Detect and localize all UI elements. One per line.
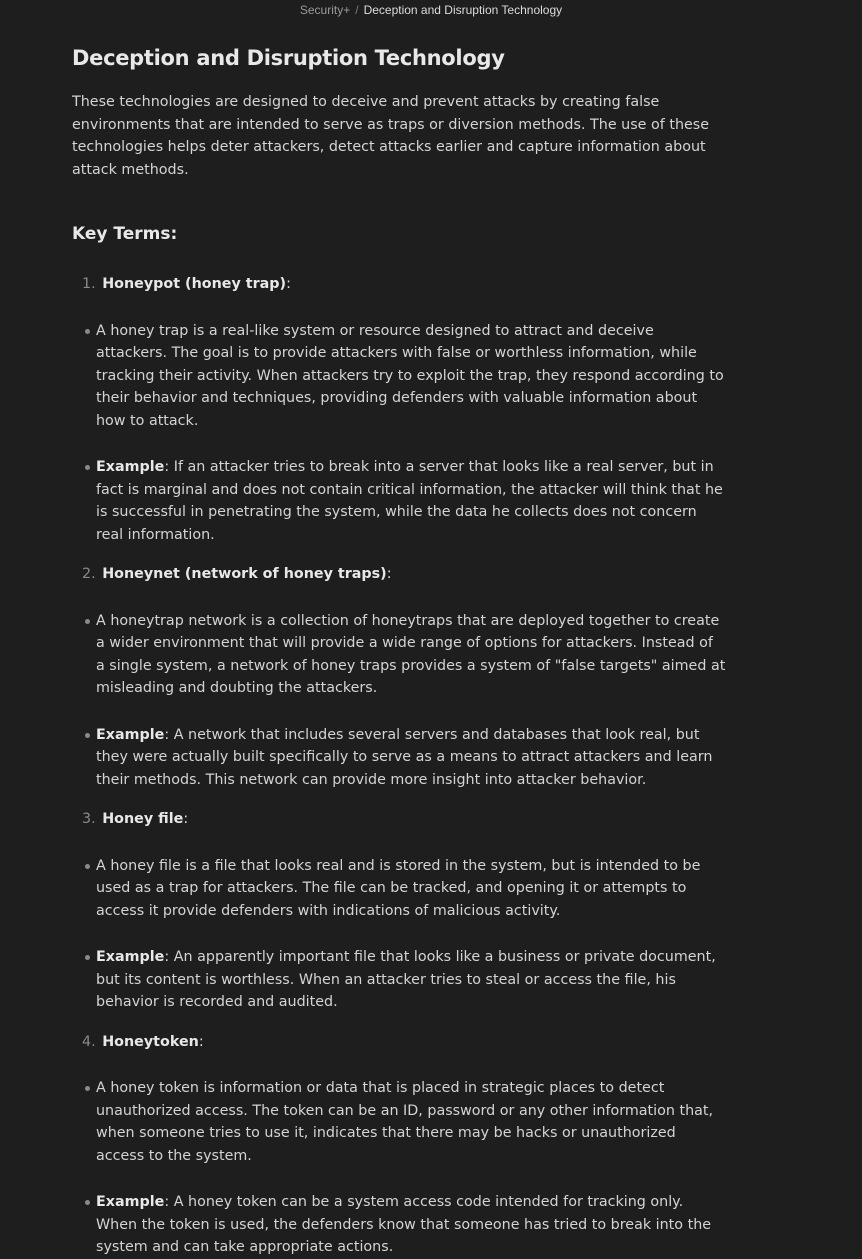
term-description-text: A honey token is information or data that is placed in strategic places to detect unauthorized access. The token can be an ID, password or any other information that, when someone tries to use it, indicates that there may be hacks or unauthorized access to the system. bbox=[96, 1080, 714, 1164]
breadcrumb-current: Deception and Disruption Technology bbox=[363, 3, 563, 17]
bullet-icon bbox=[85, 864, 90, 869]
term-item bbox=[82, 808, 732, 1014]
breadcrumb-parent-link[interactable]: Security+ bbox=[299, 3, 351, 17]
key-terms-heading: Key Terms: bbox=[72, 224, 178, 244]
term-suffix: : bbox=[386, 566, 392, 582]
bullet-icon bbox=[85, 955, 90, 960]
example-label: Example bbox=[96, 949, 165, 965]
term-item bbox=[82, 563, 732, 791]
term-description-text: A honeytrap network is a collection of honeytraps that are deployed together to create a wider environment that will provide a wide range of options for attackers. Instead of a single system, a network of honey traps provides a system of "false targets" aimed at misleading and doubting the attackers. bbox=[96, 612, 726, 696]
term-description bbox=[82, 1077, 726, 1167]
breadcrumb-separator: / bbox=[355, 3, 359, 17]
term-heading bbox=[82, 1031, 732, 1054]
term-item bbox=[82, 273, 732, 546]
bullet-icon bbox=[85, 733, 90, 738]
example-text: : A honey token can be a system access code intended for tracking only. When the token is used, the defenders know that someone has tried to break into the system and can take appropriate actions. bbox=[96, 1194, 712, 1255]
example-label: Example bbox=[96, 726, 165, 743]
term-description-text: A honey file is a file that looks real and is stored in the system, but is intended to be used as a trap for attackers. The file can be tracked, and opening it or attempts to access it provide defenders with indications of malicious activity. bbox=[96, 857, 701, 919]
term-name: Honeypot (honey trap) bbox=[102, 276, 287, 292]
bullet-icon bbox=[85, 329, 90, 334]
term-suffix: : bbox=[183, 811, 189, 827]
term-example bbox=[82, 456, 726, 546]
example-text: : An apparently important file that looks like a business or private document, but its content is worthless. When an attacker tries to steal or access the file, his behavior is recorded and audited. bbox=[96, 949, 716, 1010]
term-description-text: A honey trap is a real-like system or resource designed to attract and deceive attackers. The goal is to provide attackers with false or worthless information, while tracking their activity. When attackers try to exploit the trap, they respond according to their behavior and techniques, providing defenders with valuable information about how to attack. bbox=[96, 322, 724, 429]
breadcrumb bbox=[0, 0, 862, 22]
term-heading bbox=[82, 563, 732, 586]
term-number: 4. bbox=[82, 1033, 96, 1050]
term-name: Honey file bbox=[102, 811, 184, 827]
intro-paragraph: These technologies are designed to deceive and prevent attacks by creating false environments that are intended to serve as traps or diversion methods. The use of these technologies helps deter attackers, detect attacks earlier and capture information about attack methods. bbox=[72, 94, 710, 178]
term-name: Honeynet (network of honey traps) bbox=[102, 566, 387, 582]
term-example bbox=[82, 946, 726, 1014]
example-text: : If an attacker tries to break into a server that looks like a real server, but in fact is marginal and does not contain critical information, the attacker will think that he is successful in penetrating the system, while the data he collects does not concern real information. bbox=[96, 459, 723, 543]
page-title: Deception and Disruption Technology bbox=[72, 46, 505, 70]
term-number: 2. bbox=[82, 566, 96, 582]
term-example bbox=[82, 1191, 726, 1259]
term-heading bbox=[82, 808, 732, 831]
bullet-icon bbox=[85, 1086, 90, 1091]
term-description bbox=[82, 610, 726, 700]
term-suffix: : bbox=[198, 1033, 204, 1050]
term-item bbox=[82, 1031, 732, 1259]
term-number: 3. bbox=[82, 811, 96, 827]
example-text: : A network that includes several servers and databases that look real, but they were actually built specifically to serve as a means to attract attackers and learn their methods. This network can provide more insight into attacker behavior. bbox=[96, 726, 713, 788]
bullet-icon bbox=[85, 619, 90, 624]
term-suffix: : bbox=[286, 276, 291, 292]
note-content bbox=[72, 40, 732, 1259]
term-heading bbox=[82, 273, 732, 296]
term-description bbox=[82, 855, 726, 923]
term-example bbox=[82, 724, 726, 792]
term-description bbox=[82, 320, 726, 433]
example-label: Example bbox=[96, 1194, 165, 1210]
bullet-icon bbox=[85, 1200, 90, 1205]
term-name: Honeytoken bbox=[102, 1033, 199, 1050]
example-label: Example bbox=[96, 459, 165, 475]
bullet-icon bbox=[85, 465, 90, 470]
term-number: 1. bbox=[82, 276, 96, 292]
